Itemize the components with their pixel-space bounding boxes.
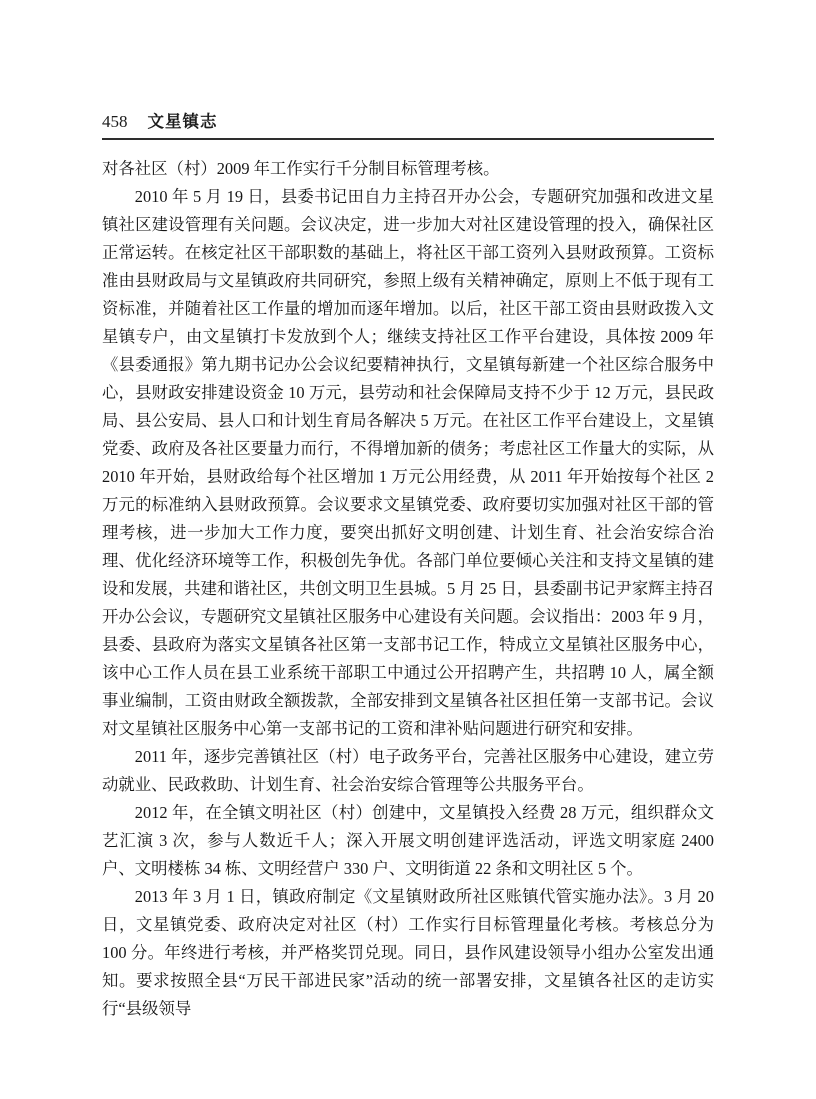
book-title: 文星镇志 (147, 113, 218, 131)
page-header (102, 108, 714, 140)
paragraph-2011: 2011 年，逐步完善镇社区（村）电子政务平台，完善社区服务中心建设，建立劳动就业、民政救助、计划生育、社会治安综合管理等公共服务平台。 (102, 747, 714, 794)
paragraph-2013: 2013 年 3 月 1 日，镇政府制定《文星镇财政所社区账镇代管实施办法》。3 月 20 日，文星镇党委、政府决定对社区（村）工作实行目标管理量化考核。考核总分为 100 分。年终进行考核，并严格奖罚兑现。同日，县作风建设领导小组办公室发出通知。要求按照全县“万民干部进民家”活动的统一部署安排，文星镇各社区的走访实行“县级领导 (102, 887, 714, 1018)
paragraph-continuation: 对各社区（村）2009 年工作实行千分制目标管理考核。 (102, 159, 500, 178)
paragraph-2010: 2010 年 5 月 19 日，县委书记田自力主持召开办公会，专题研究加强和改进文星镇社区建设管理有关问题。会议决定，进一步加大对社区建设管理的投入，确保社区正常运转。在核定社区干部职数的基础上，将社区干部工资列入县财政预算。工资标准由县财政局与文星镇政府共同研究，参照上级有关精神确定，原则上不低于现有工资标准，并随着社区工作量的增加而逐年增加。以后，社区干部工资由县财政拨入文星镇专户，由文星镇打卡发放到个人；继续支持社区工作平台建设，具体按 2009 年《县委通报》第九期书记办公会议纪要精神执行，文星镇每新建一个社区综合服务中心，县财政安排建设资金 10 万元，县劳动和社会保障局支持不少于 12 万元，县民政局、县公安局、县人口和计划生育局各解决 5 万元。在社区工作平台建设上，文星镇党委、政府及各社区要量力而行，不得增加新的债务；考虑社区工作量大的实际，从 2010 年开始，县财政给每个社区增加 1 万元公用经费，从 2011 年开始按每个社区 2 万元的标准纳入县财政预算。会议要求文星镇党委、政府要切实加强对社区干部的管理考核，进一步加大工作力度，要突出抓好文明创建、计划生育、社会治安综合治理、优化经济环境等工作，积极创先争优。各部门单位要倾心关注和支持文星镇的建设和发展，共建和谐社区，共创文明卫生县城。5 月 25 日，县委副书记尹家辉主持召开办公会议，专题研究文星镇社区服务中心建设有关问题。会议指出：2003 年 9 月，县委、县政府为落实文星镇各社区第一支部书记工作，特成立文星镇社区服务中心，该中心工作人员在县工业系统干部职工中通过公开招聘产生，共招聘 10 人，属全额事业编制，工资由财政全额拨款，全部安排到文星镇各社区担任第一支部书记。会议对文星镇社区服务中心第一支部书记的工资和津补贴问题进行研究和安排。 (102, 187, 714, 738)
paragraph-2012: 2012 年，在全镇文明社区（村）创建中，文星镇投入经费 28 万元，组织群众文艺汇演 3 次，参与人数近千人；深入开展文明创建评选活动，评选文明家庭 2400 户、文明楼栋 34 栋、文明经营户 330 户、文明街道 22 条和文明社区 5 个。 (102, 803, 714, 878)
page-body (102, 155, 714, 1023)
page-number: 458 (102, 112, 128, 131)
